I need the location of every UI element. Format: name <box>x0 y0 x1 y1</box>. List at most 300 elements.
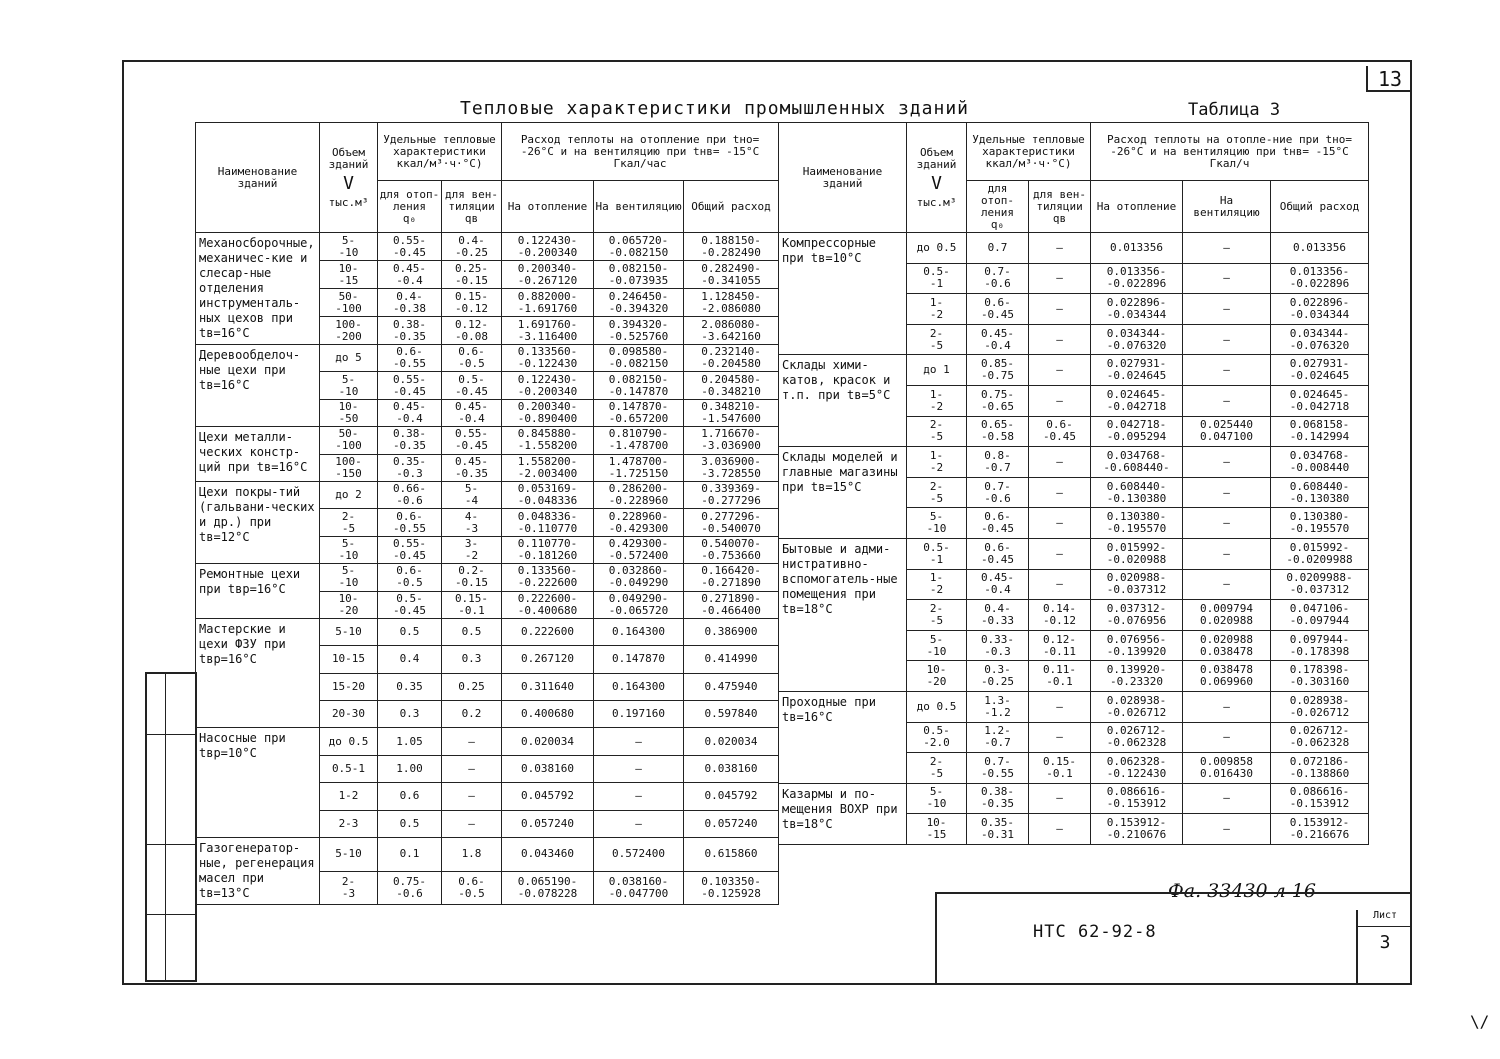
ventilation-cell <box>594 289 684 317</box>
cell-line: 0.4- <box>984 601 1011 615</box>
cell-line: -0.540070 <box>701 521 761 535</box>
cell-line: -5 <box>929 338 944 352</box>
cell-line: -0.5 <box>458 886 485 900</box>
cell-line: -0.58 <box>980 430 1015 444</box>
ventilation-cell <box>594 536 684 563</box>
heat-specific-cell <box>378 261 442 289</box>
heating-cell <box>502 701 594 728</box>
vent-specific-cell <box>1029 447 1091 478</box>
heat-specific-cell <box>378 755 442 782</box>
col-header-volume <box>320 123 378 233</box>
cell-line: -2 <box>929 460 944 474</box>
col-header-heating-specific <box>967 181 1029 233</box>
heat-table-left <box>195 122 779 905</box>
cell-line: 0.013356 <box>1110 240 1163 254</box>
cell-line: -10 <box>926 644 947 658</box>
volume-cell <box>907 416 967 447</box>
building-name: Механосборочные, механичес-кие и слесар-ные отделения инструменталь-ных цехов при tв=16°C <box>196 233 320 345</box>
cell-line: 0.065720- <box>608 233 669 247</box>
cell-line: 2- <box>929 479 944 493</box>
vent-specific-cell <box>1029 661 1091 692</box>
cell-line: 0.042718- <box>1106 418 1167 432</box>
cell-line: 0.062328- <box>1106 754 1167 768</box>
cell-line: -0.008440 <box>1289 460 1350 474</box>
cell-line: -0.303160 <box>1289 675 1350 689</box>
total-cell <box>1271 753 1369 784</box>
cell-line: 1- <box>929 295 944 309</box>
cell-line: 0.027931- <box>1106 357 1167 371</box>
cell-line: — <box>468 816 475 830</box>
cell-line: -0.35 <box>392 439 427 453</box>
cell-line: -0.11 <box>1042 644 1077 658</box>
cell-line: 0.228960- <box>608 509 669 523</box>
cell-line: 0.082150- <box>608 372 669 386</box>
cell-line: 0.7- <box>984 265 1011 279</box>
cell-line: — <box>1056 577 1063 591</box>
cell-line: 50- <box>338 427 359 441</box>
col-header-specific <box>967 123 1091 181</box>
cell-line: 0.020988 <box>1200 632 1253 646</box>
title-block <box>935 892 1412 985</box>
heat-specific-cell <box>967 294 1029 325</box>
cell-line: 0.475940 <box>704 679 758 693</box>
cell-line: 0.7 <box>987 240 1008 254</box>
vent-specific-cell <box>442 728 502 755</box>
cell-line: -1.558200 <box>517 439 578 453</box>
cell-line: -0.6 <box>984 277 1011 291</box>
cell-line: -0.15 <box>454 576 489 590</box>
cell-line: 2- <box>929 754 944 768</box>
cell-line: 0.232140- <box>701 345 761 359</box>
cell-line: -5 <box>929 613 944 627</box>
cell-line: — <box>1223 791 1230 805</box>
cell-line: 10- <box>338 591 359 605</box>
heating-specific-label: для отоп-ления <box>980 181 1015 219</box>
col-header-heating: На отопление <box>502 181 594 233</box>
cell-line: 0.038478 <box>1200 644 1253 658</box>
cell-line: -0.020988 <box>1106 552 1167 566</box>
vent-specific-cell <box>442 317 502 345</box>
cell-line: 0.55- <box>392 536 427 550</box>
sheet-cell <box>1356 910 1412 985</box>
cell-line: 2- <box>929 418 944 432</box>
table-row <box>779 538 1369 569</box>
cell-line: -0.078228 <box>517 886 578 900</box>
cell-line: — <box>1056 332 1063 346</box>
volume-cell <box>320 673 378 700</box>
ventilation-cell <box>594 673 684 700</box>
cell-line: -0.45 <box>392 245 427 259</box>
table-row <box>196 564 779 591</box>
col-header-consumption: Расход теплоты на отопле-ние при tно= -26°C и на вентиляцию при tнв= -15°C Гкал/ч <box>1091 123 1369 181</box>
cell-line: — <box>1056 822 1063 836</box>
cell-line: 0.11- <box>1042 663 1077 677</box>
heating-cell <box>502 564 594 591</box>
total-cell <box>684 838 779 872</box>
cell-line: 1.558200- <box>517 454 578 468</box>
cell-line: 0.133560- <box>517 345 578 359</box>
total-cell <box>1271 385 1369 416</box>
volume-cell <box>907 814 967 845</box>
cell-line: 0.038160 <box>521 762 574 776</box>
cell-line: 0.153912- <box>1106 816 1167 830</box>
ventilation-cell <box>594 783 684 810</box>
volume-cell <box>907 263 967 294</box>
cell-line: -0.45 <box>1042 430 1077 444</box>
ventilation-cell <box>1183 691 1271 722</box>
cell-line: -0.073935 <box>608 273 669 287</box>
cell-line: -0.037312 <box>1106 583 1167 597</box>
heat-specific-cell <box>378 783 442 810</box>
ventilation-cell <box>1183 233 1271 264</box>
total-cell <box>1271 661 1369 692</box>
heat-specific-cell <box>378 509 442 536</box>
ventilation-cell <box>594 871 684 905</box>
cell-line: 15-20 <box>331 679 366 693</box>
building-name: Склады моделей и главные магазины при tв=15°C <box>779 447 907 539</box>
cell-line: 0.35- <box>392 454 427 468</box>
cell-line: -0.178398 <box>1289 644 1350 658</box>
cell-line: 0.015992- <box>1289 540 1350 554</box>
cell-line: -1.725150 <box>608 466 669 480</box>
heating-cell <box>502 783 594 810</box>
cell-line: -0.525760 <box>608 329 669 343</box>
specific-header-title: Удельные тепловые характеристики <box>972 132 1085 158</box>
heating-cell <box>1091 508 1183 539</box>
vent-specific-cell <box>442 646 502 673</box>
cell-line: 0.267120 <box>521 652 574 666</box>
cell-line: -10 <box>926 522 947 536</box>
cell-line: 2.086080- <box>701 317 761 331</box>
cell-line: 0.882000- <box>517 289 578 303</box>
cell-line: 0.55- <box>454 427 489 441</box>
cell-line: -3.036900 <box>701 439 761 453</box>
cell-line: -0.022896 <box>1106 277 1167 291</box>
cell-line: -5 <box>929 430 944 444</box>
cell-line: — <box>468 762 475 776</box>
ventilation-cell <box>1183 294 1271 325</box>
cell-line: 0.6 <box>399 789 420 803</box>
heat-specific-cell <box>967 661 1029 692</box>
cell-line: 3- <box>464 536 479 550</box>
heating-cell <box>1091 477 1183 508</box>
cell-line: -0.7 <box>984 460 1011 474</box>
vent-specific-cell <box>1029 569 1091 600</box>
ventilation-cell <box>1183 783 1271 814</box>
volume-cell <box>907 630 967 661</box>
cell-line: 0.6- <box>458 345 485 359</box>
cell-line: -0.35 <box>392 329 427 343</box>
cell-line: -0.55 <box>392 521 427 535</box>
cell-line: -15 <box>338 273 359 287</box>
total-cell <box>684 755 779 782</box>
cell-line: 0.122430- <box>517 372 578 386</box>
col-header-heating: На отопление <box>1091 181 1183 233</box>
cell-line: — <box>1223 393 1230 407</box>
cell-line: 0.3 <box>461 652 482 666</box>
cell-line: 0.7- <box>984 479 1011 493</box>
cell-line: -0.076956 <box>1106 613 1167 627</box>
cell-line: -0.341055 <box>701 273 761 287</box>
heating-cell <box>502 317 594 345</box>
total-cell <box>684 509 779 536</box>
heat-specific-cell <box>967 355 1029 386</box>
cell-line: -50 <box>338 411 359 425</box>
total-cell <box>684 701 779 728</box>
cell-line: 0.6- <box>396 345 423 359</box>
cell-line: 0.6- <box>1046 418 1073 432</box>
cell-line: — <box>1056 301 1063 315</box>
cell-line: 50- <box>338 289 359 303</box>
cell-line: -0.267120 <box>517 273 578 287</box>
cell-line: — <box>635 762 642 776</box>
heating-cell <box>502 233 594 261</box>
table-row <box>196 728 779 755</box>
cell-line: -0.200340 <box>517 245 578 259</box>
building-name: Ремонтные цехи при tвр=16°C <box>196 564 320 619</box>
cell-line: -0.130380 <box>1106 491 1167 505</box>
volume-cell <box>320 618 378 645</box>
heating-cell <box>502 427 594 454</box>
total-cell <box>684 481 779 508</box>
ventilation-cell <box>594 838 684 872</box>
vent-specific-symbol: qв <box>464 211 479 225</box>
cell-line: 0.38- <box>392 427 427 441</box>
building-name: Компрессорные при tв=10°C <box>779 233 907 355</box>
cell-line: -5 <box>929 491 944 505</box>
total-cell <box>1271 263 1369 294</box>
cell-line: 100- <box>335 317 362 331</box>
total-cell <box>1271 355 1369 386</box>
vent-specific-cell <box>442 564 502 591</box>
heating-specific-label: для отоп-ления <box>379 187 440 213</box>
volume-cell <box>907 538 967 569</box>
cell-line: 1-2 <box>338 789 359 803</box>
cell-line: -0.55 <box>392 357 427 371</box>
vent-specific-cell <box>442 871 502 905</box>
ventilation-cell <box>594 454 684 481</box>
cell-line: — <box>1056 393 1063 407</box>
cell-line: -0.45 <box>454 384 489 398</box>
cell-line: 5- <box>341 233 356 247</box>
heating-cell <box>1091 447 1183 478</box>
vent-specific-cell <box>442 427 502 454</box>
cell-line: — <box>1223 240 1230 254</box>
cell-line: -0.25 <box>454 245 489 259</box>
heat-specific-cell <box>378 372 442 399</box>
cell-line: -2.086080 <box>701 301 761 315</box>
vent-specific-cell <box>442 399 502 426</box>
cell-line: -0.45 <box>980 307 1015 321</box>
cell-line: -0.3 <box>396 466 423 480</box>
cell-line: 0.034344- <box>1106 326 1167 340</box>
cell-line: -0.23320 <box>1110 675 1163 689</box>
ventilation-cell <box>594 618 684 645</box>
volume-cell <box>320 783 378 810</box>
volume-cell <box>320 591 378 618</box>
cell-line: -0.277296 <box>701 494 761 508</box>
vent-specific-cell <box>1029 630 1091 661</box>
archive-number: Фа. 33430 л 16 <box>1168 880 1316 902</box>
cell-line: — <box>1223 454 1230 468</box>
cell-line: -2.003400 <box>517 466 578 480</box>
cell-line: 0.348210- <box>701 399 761 413</box>
building-name: Мастерские и цехи ФЗУ при tвр=16°C <box>196 618 320 728</box>
cell-line: 0.222600- <box>517 591 578 605</box>
cell-line: 0.166420- <box>701 564 761 578</box>
cell-line: 20-30 <box>331 707 366 721</box>
cell-line: 0.028938- <box>1289 693 1350 707</box>
table-row <box>779 691 1369 722</box>
cell-line: 0.053169- <box>517 482 578 496</box>
cell-line: 10- <box>338 399 359 413</box>
cell-line: 2- <box>929 326 944 340</box>
cell-line: 0.043460 <box>521 847 574 861</box>
ventilation-cell <box>1183 385 1271 416</box>
heat-specific-cell <box>967 814 1029 845</box>
cell-line: 0.12- <box>1042 632 1077 646</box>
cell-line: до 1 <box>923 363 950 377</box>
cell-line: 10-15 <box>331 652 366 666</box>
ventilation-cell <box>1183 722 1271 753</box>
volume-header-volume-unit: тыс.м³ <box>328 195 369 209</box>
cell-line: 0.103350- <box>701 874 761 888</box>
cell-line: -0.142994 <box>1289 430 1350 444</box>
vent-specific-cell <box>1029 263 1091 294</box>
cell-line: 0.020034 <box>704 734 758 748</box>
vent-specific-cell <box>1029 233 1091 264</box>
heat-specific-cell <box>967 477 1029 508</box>
ventilation-cell <box>1183 630 1271 661</box>
building-name: Бытовые и адми-нистративно-вспомогатель-ные помещения при tв=18°C <box>779 538 907 691</box>
cell-line: -0.12 <box>1042 613 1077 627</box>
cell-line: 0.025440 <box>1200 418 1253 432</box>
cell-line: 0.15- <box>454 591 489 605</box>
cell-line: -2 <box>929 399 944 413</box>
ventilation-cell <box>594 728 684 755</box>
cell-line: 0.020988- <box>1106 571 1167 585</box>
heat-specific-cell <box>378 871 442 905</box>
cell-line: 2-3 <box>338 816 359 830</box>
cell-line: -1.547600 <box>701 411 761 425</box>
total-cell <box>684 591 779 618</box>
building-name: Проходные при tв=16°C <box>779 691 907 783</box>
ventilation-cell <box>594 564 684 591</box>
corner-mark: \/ <box>1470 1012 1490 1031</box>
volume-cell <box>320 261 378 289</box>
cell-line: 0.14- <box>1042 601 1077 615</box>
cell-line: -1.478700 <box>608 439 669 453</box>
heating-cell <box>1091 691 1183 722</box>
table-row <box>196 481 779 508</box>
volume-cell <box>320 427 378 454</box>
cell-line: 0.5- <box>923 540 950 554</box>
ventilation-cell <box>594 261 684 289</box>
cell-line: 0.66- <box>392 482 427 496</box>
total-cell <box>1271 324 1369 355</box>
cell-line: 0.045792 <box>704 789 758 803</box>
cell-line: — <box>635 816 642 830</box>
volume-cell <box>320 345 378 372</box>
vent-specific-cell <box>1029 814 1091 845</box>
cell-line: -0.024645 <box>1289 369 1350 383</box>
vent-specific-cell <box>442 838 502 872</box>
volume-cell <box>320 233 378 261</box>
volume-cell <box>320 755 378 782</box>
cell-line: 0.5- <box>396 591 423 605</box>
ventilation-cell <box>594 399 684 426</box>
cell-line: 0.12- <box>454 317 489 331</box>
cell-line: 0.097944- <box>1289 632 1350 646</box>
cell-line: -0.3 <box>984 644 1011 658</box>
page-title: Тепловые характеристики промышленных зданий <box>460 98 969 119</box>
cell-line: -10 <box>338 384 359 398</box>
cell-line: 0.047106- <box>1289 601 1350 615</box>
cell-line: 0.45- <box>454 454 489 468</box>
cell-line: -0.082150 <box>608 245 669 259</box>
cell-line: 0.6- <box>396 564 423 578</box>
cell-line: -0.042718 <box>1106 399 1167 413</box>
heating-cell <box>1091 355 1183 386</box>
heat-specific-cell <box>378 345 442 372</box>
cell-line: 2- <box>341 874 356 888</box>
cell-line: -1 <box>929 552 944 566</box>
specific-header-unit: ккал/м³·ч·°C) <box>985 156 1072 170</box>
cell-line: -0.082150 <box>608 357 669 371</box>
heat-specific-cell <box>378 673 442 700</box>
volume-cell <box>320 317 378 345</box>
heating-cell <box>502 618 594 645</box>
cell-line: 0.6- <box>984 510 1011 524</box>
table-row <box>196 838 779 872</box>
cell-line: -0.6 <box>396 886 423 900</box>
cell-line: -1.2 <box>984 705 1011 719</box>
total-cell <box>684 289 779 317</box>
cell-line: -1 <box>929 277 944 291</box>
cell-line: -3.116400 <box>517 329 578 343</box>
cell-line: 0.608440- <box>1106 479 1167 493</box>
cell-line: 0.122430- <box>517 233 578 247</box>
col-header-volume <box>907 123 967 233</box>
total-cell <box>684 618 779 645</box>
vent-specific-cell <box>1029 691 1091 722</box>
cell-line: 0.15- <box>1042 754 1077 768</box>
cell-line: 0.049290- <box>608 591 669 605</box>
cell-line: до 0.5 <box>328 734 369 748</box>
cell-line: 5- <box>341 536 356 550</box>
cell-line: -0.6 <box>984 491 1011 505</box>
cell-line: 0.38- <box>980 785 1015 799</box>
volume-cell <box>907 508 967 539</box>
cell-line: 1.691760- <box>517 317 578 331</box>
heating-cell <box>502 646 594 673</box>
cell-line: -0.130380 <box>1289 491 1350 505</box>
cell-line: -5 <box>341 521 356 535</box>
cell-line: -0.12 <box>454 301 489 315</box>
cell-line: -0.4 <box>984 338 1011 352</box>
cell-line: 0.35 <box>396 679 423 693</box>
ventilation-cell <box>594 810 684 837</box>
total-cell <box>1271 447 1369 478</box>
heating-cell <box>502 755 594 782</box>
cell-line: -0.15 <box>454 273 489 287</box>
cell-line: 0.178398- <box>1289 663 1350 677</box>
vent-specific-cell <box>1029 783 1091 814</box>
cell-line: -0.110770 <box>517 521 578 535</box>
heat-specific-cell <box>378 728 442 755</box>
total-cell <box>1271 233 1369 264</box>
ventilation-cell <box>1183 661 1271 692</box>
